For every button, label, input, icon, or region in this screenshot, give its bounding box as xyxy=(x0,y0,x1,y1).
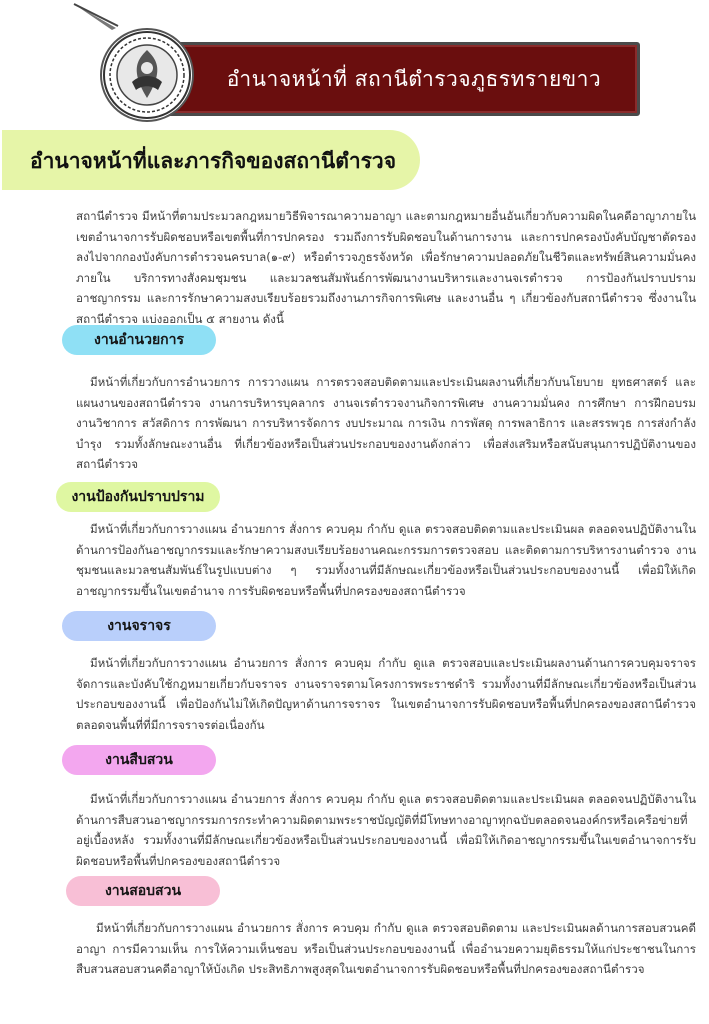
section-text-traffic: มีหน้าที่เกี่ยวกับการวางแผน อำนวยการ สั่งการ ควบคุม กำกับ ดูแล ตรวจสอบและประเมินผลงานด้านการควบคุมจราจร จัดการและบังคับใช้กฎหมายเกี่ยวกับจราจร งานจราจรตามโครงการพระราชดำริ รวมทั้งงานที่มีลักษณะเกี่ยวข้องหรือเป็นส่วนประกอบของงานนี้ เพื่อป้องกันไม่ให้เกิดปัญหาด้านการจราจร ในเขตอำนาจการรับผิดชอบหรือพื้นที่ปกครองของสถานีตำรวจตลอดจนพื้นที่ที่มีการจราจรต่อเนื่องกัน xyxy=(76,656,696,732)
section-text-inquiry: มีหน้าที่เกี่ยวกับการวางแผน อำนวยการ สั่งการ ควบคุม กำกับ ดูแล ตรวจสอบติดตาม และประเมินผลด้านการสอบสวนคดีอาญา การมีความเห็น การให้ความเห็นชอบ หรือเป็นส่วนประกอบของงานนี้ เพื่ออำนวยความยุติธรรมให้แก่ประชาชนในการสืบสวนสอบสวนคดีอาญาให้บังเกิด ประสิทธิภาพสูงสุดในเขตอำนาจการรับผิดชอบหรือพื้นที่ปกครองของสถานีตำรวจ xyxy=(76,921,696,976)
intro-paragraph: สถานีตำรวจ มีหน้าที่ตามประมวลกฎหมายวิธีพิจารณาความอาญา และตามกฎหมายอื่นอันเกี่ยวกับความผิดในคดีอาญาภายในเขตอำนาจการรับผิดชอบหรือเขตพื้นที่การปกครอง รวมถึงการรับผิดชอบในด้านการงาน และการปกครองบังคับบัญชาตัดรองลงไปจากกองบังคับการตำรวจนครบาล(๑-๙) หรือตำรวจภูธรจังหวัด เพื่อรักษาความปลอดภัยในชีวิตและทรัพย์สินความมั่นคงภายใน บริการทางสังคมชุมชน และมวลชนสัมพันธ์การพัฒนางานบริหารและงานจเรตำรวจ การป้องกันปราบปรามอาชญากรรม และการรักษาความสงบเรียบร้อยรวมถึงงานภารกิจการพิเศษ และงานอื่น ๆ เกี่ยวข้องกับสถานีตำรวจ ซึ่งงานในสถานีตำรวจ แบ่งออกเป็น ๕ สายงาน ดังนี้ xyxy=(76,209,696,326)
banner-title: อำนาจหน้าที่ สถานีตำรวจภูธรทรายขาว xyxy=(226,66,602,91)
section-label-inquiry xyxy=(66,876,220,906)
section-label-text: งานอำนวยการ xyxy=(93,332,185,348)
section-title: อำนาจหน้าที่และภารกิจของสถานีตำรวจ xyxy=(30,149,397,173)
section-text-investigation: มีหน้าที่เกี่ยวกับการวางแผน อำนวยการ สั่งการ ควบคุม กำกับ ดูแล ตรวจสอบติดตามและประเมินผล ตลอดจนปฏิบัติงานในด้านการสืบสวนอาชญากรรมการกระทำความผิดตามพระราชบัญญัติที่มีโทษทางอาญาทุกฉบับตลอดจนองค์กรหรือเครือข่ายที่อยู่เบื้องหลัง รวมทั้งงานที่มีลักษณะเกี่ยวข้องหรือเป็นส่วนประกอบของงานนี้ เพื่อมิให้เกิดอาชญากรรมขึ้นในเขตอำนาจการรับผิดชอบหรือพื้นที่ปกครองของสถานีตำรวจ xyxy=(76,792,696,868)
section-label-text: งานสอบสวน xyxy=(104,883,182,899)
section-label-text: งานสืบสวน xyxy=(105,752,173,768)
section-text-administration: มีหน้าที่เกี่ยวกับการอำนวยการ การวางแผน การตรวจสอบติดตามและประเมินผลงานที่เกี่ยวกับนโยบาย ยุทธศาสตร์ และแผนงานของสถานีตำรวจ งานการบริหารบุคลากร งานจเรตำรวจงานกิจการพิเศษ งานความมั่นคง การศึกษา การฝึกอบรม งานวิชาการ สวัสดิการ การพัฒนา การบริหารจัดการ งบประมาณ การเงิน การพัสดุ การพลาธิการ และสรรพวุธ การส่งกำลังบำรุง รวมทั้งลักษณะงานอื่น ที่เกี่ยวข้องหรือเป็นส่วนประกอบของงานดังกล่าว เพื่อส่งเสริมหรือสนับสนุนการปฏิบัติงานของสถานีตำรวจ xyxy=(76,375,696,471)
section-label-investigation xyxy=(62,745,216,775)
section-label-crime-prevention xyxy=(56,482,220,512)
section-label-traffic xyxy=(62,611,216,641)
section-label-text: งานป้องกันปราบปราม xyxy=(71,489,205,505)
quill-pen-icon xyxy=(72,2,132,32)
section-label-text: งานจราจร xyxy=(107,618,171,634)
police-emblem-icon xyxy=(102,30,192,120)
title-banner xyxy=(148,42,640,116)
section-label-administration xyxy=(62,325,216,355)
section-text-crime-prevention: มีหน้าที่เกี่ยวกับการวางแผน อำนวยการ สั่งการ ควบคุม กำกับ ดูแล ตรวจสอบติดตามและประเมินผล ตลอดจนปฏิบัติงานในด้านการป้องกันอาชญากรรมและรักษาความสงบเรียบร้อยงานคณะกรรมการตรวจสอบ และติดตามการบริหารงานตำรวจ งานชุมชนและมวลชนสัมพันธ์ในรูปแบบต่าง ๆ รวมทั้งงานที่มีลักษณะเกี่ยวข้องหรือเป็นส่วนประกอบของงานนี้ เพื่อมิให้เกิดอาชญากรรมขึ้นในเขตอำนาจ การรับผิดชอบหรือพื้นที่ปกครองของสถานีตำรวจ xyxy=(76,522,696,598)
